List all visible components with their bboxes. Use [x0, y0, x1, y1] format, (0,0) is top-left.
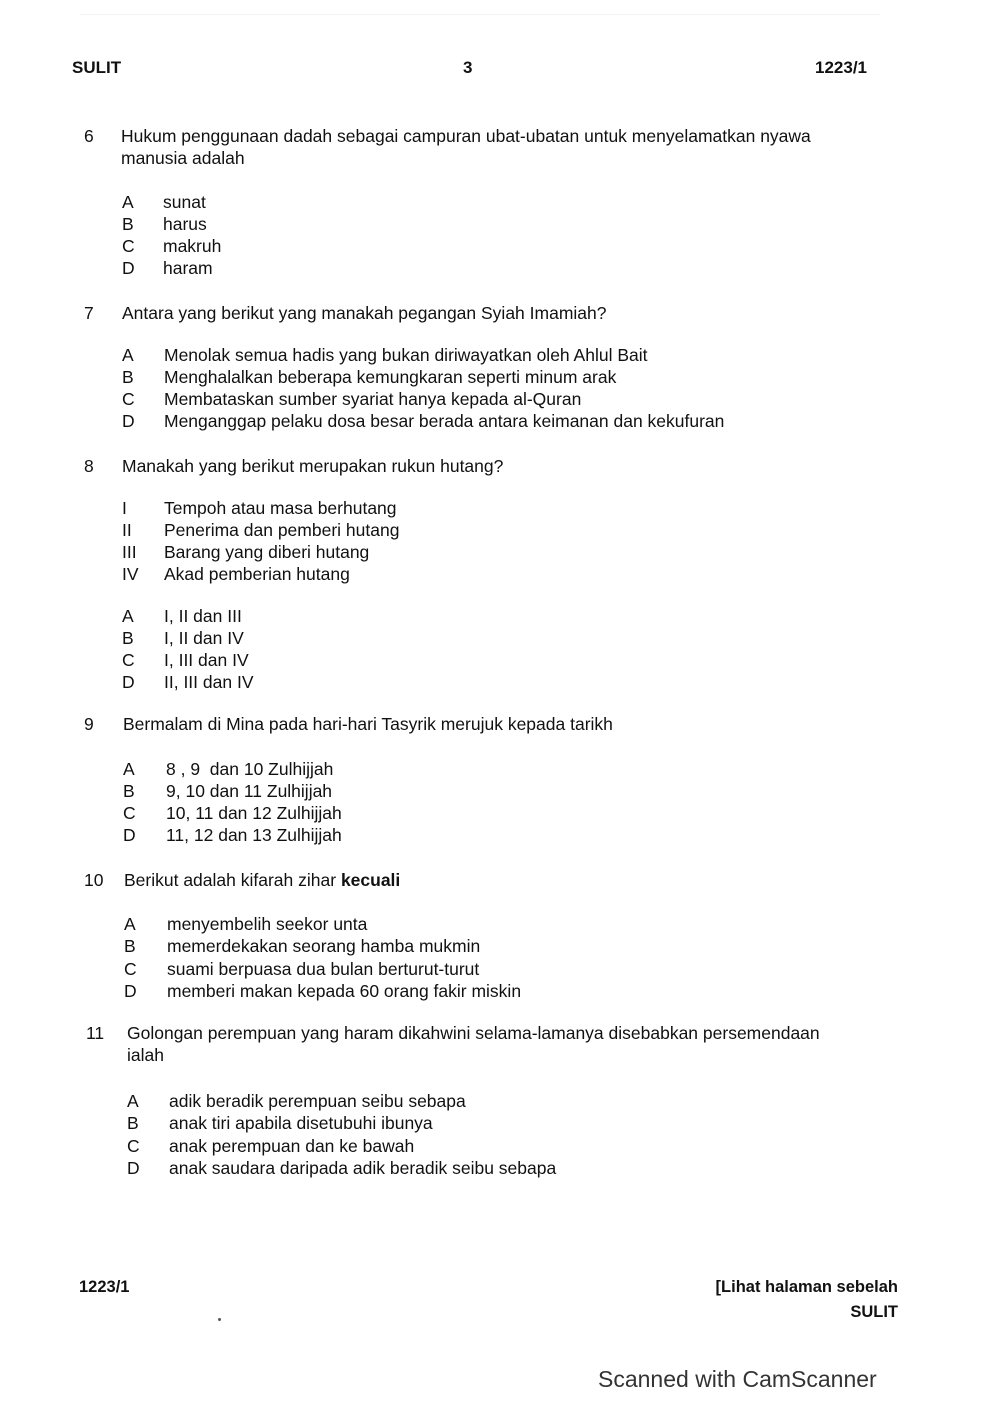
- question-text: Antara yang berikut yang manakah pegangan Syiah Imamiah?: [122, 303, 607, 323]
- option-text: makruh: [163, 236, 222, 256]
- option-letter: B: [127, 1113, 139, 1133]
- option-letter: B: [122, 367, 134, 387]
- option-text: anak tiri apabila disetubuhi ibunya: [169, 1113, 433, 1133]
- item-text: Tempoh atau masa berhutang: [164, 498, 397, 518]
- question-text: [124, 869, 400, 891]
- question-number: 9: [84, 714, 94, 734]
- option-letter: A: [122, 345, 134, 365]
- question-number: 6: [84, 126, 94, 146]
- option-text: I, II dan III: [164, 606, 242, 626]
- option-letter: A: [127, 1091, 139, 1111]
- option-letter: A: [123, 759, 135, 779]
- option-text: Menghalalkan beberapa kemungkaran seperti minum arak: [164, 367, 617, 387]
- option-text: 10, 11 dan 12 Zulhijjah: [166, 803, 342, 823]
- option-text: memerdekakan seorang hamba mukmin: [167, 936, 481, 956]
- option-text: haram: [163, 258, 213, 278]
- option-text: I, III dan IV: [164, 650, 249, 670]
- option-text: II, III dan IV: [164, 672, 254, 692]
- question-text: Bermalam di Mina pada hari-hari Tasyrik merujuk kepada tarikh: [123, 714, 613, 734]
- option-text: Menolak semua hadis yang bukan diriwayatkan oleh Ahlul Bait: [164, 345, 648, 365]
- item-roman: II: [122, 520, 132, 540]
- option-text: harus: [163, 214, 207, 234]
- item-roman: I: [122, 498, 127, 518]
- option-letter: C: [124, 959, 137, 979]
- item-text: Akad pemberian hutang: [164, 564, 350, 584]
- item-roman: IV: [122, 564, 139, 584]
- option-letter: B: [122, 628, 134, 648]
- question-text-main: Berikut adalah kifarah zihar: [124, 870, 337, 890]
- option-text: 11, 12 dan 13 Zulhijjah: [166, 825, 342, 845]
- option-letter: C: [122, 236, 135, 256]
- footer-paper-code: 1223/1: [79, 1278, 130, 1296]
- question-emphasis: kecuali: [340, 870, 401, 890]
- option-letter: D: [122, 411, 135, 431]
- header-sulit: SULIT: [72, 58, 122, 77]
- option-text: memberi makan kepada 60 orang fakir miskin: [167, 981, 522, 1001]
- item-text: Penerima dan pemberi hutang: [164, 520, 400, 540]
- option-text: sunat: [163, 192, 206, 212]
- option-text: I, II dan IV: [164, 628, 244, 648]
- option-text: Membataskan sumber syariat hanya kepada al-Quran: [164, 389, 582, 409]
- option-letter: A: [124, 914, 136, 934]
- question-number: 10: [84, 870, 104, 890]
- question-text-cont: manusia adalah: [121, 148, 245, 168]
- speck: [218, 1318, 221, 1321]
- option-letter: B: [124, 936, 136, 956]
- option-letter: C: [123, 803, 136, 823]
- camscanner-watermark: Scanned with CamScanner: [598, 1366, 877, 1392]
- option-letter: C: [127, 1136, 140, 1156]
- option-text: adik beradik perempuan seibu sebapa: [169, 1091, 466, 1111]
- option-text: 9, 10 dan 11 Zulhijjah: [166, 781, 333, 801]
- item-roman: III: [122, 542, 137, 562]
- option-letter: A: [122, 192, 134, 212]
- option-letter: D: [127, 1158, 140, 1178]
- question-number: 7: [84, 303, 94, 323]
- option-text: anak perempuan dan ke bawah: [169, 1136, 415, 1156]
- option-letter: D: [122, 672, 135, 692]
- option-letter: B: [122, 214, 134, 234]
- option-letter: D: [124, 981, 137, 1001]
- option-letter: A: [122, 606, 134, 626]
- option-letter: C: [122, 389, 135, 409]
- question-text: Manakah yang berikut merupakan rukun hutang?: [122, 456, 504, 476]
- option-letter: D: [123, 825, 136, 845]
- question-text-cont: ialah: [127, 1045, 164, 1065]
- option-text: anak saudara daripada adik beradik seibu sebapa: [169, 1158, 557, 1178]
- footer-next-page: [Lihat halaman sebelah: [715, 1278, 898, 1296]
- question-text: Golongan perempuan yang haram dikahwini selama-lamanya disebabkan persemendaan: [127, 1023, 820, 1043]
- option-letter: B: [123, 781, 135, 801]
- question-text: Hukum penggunaan dadah sebagai campuran ubat-ubatan untuk menyelamatkan nyawa: [121, 126, 811, 146]
- header-paper-code: 1223/1: [815, 58, 867, 77]
- option-text: 8 , 9 dan 10 Zulhijjah: [166, 759, 334, 779]
- option-letter: D: [122, 258, 135, 278]
- bleed-through-line: [80, 14, 880, 27]
- option-text: Menganggap pelaku dosa besar berada antara keimanan dan kekufuran: [164, 411, 725, 431]
- option-text: menyembelih seekor unta: [167, 914, 368, 934]
- footer-sulit: SULIT: [850, 1303, 898, 1321]
- header-page-number: 3: [463, 58, 473, 77]
- item-text: Barang yang diberi hutang: [164, 542, 370, 562]
- option-letter: C: [122, 650, 135, 670]
- option-text: suami berpuasa dua bulan berturut-turut: [167, 959, 480, 979]
- question-number: 11: [86, 1023, 105, 1043]
- question-number: 8: [84, 456, 94, 476]
